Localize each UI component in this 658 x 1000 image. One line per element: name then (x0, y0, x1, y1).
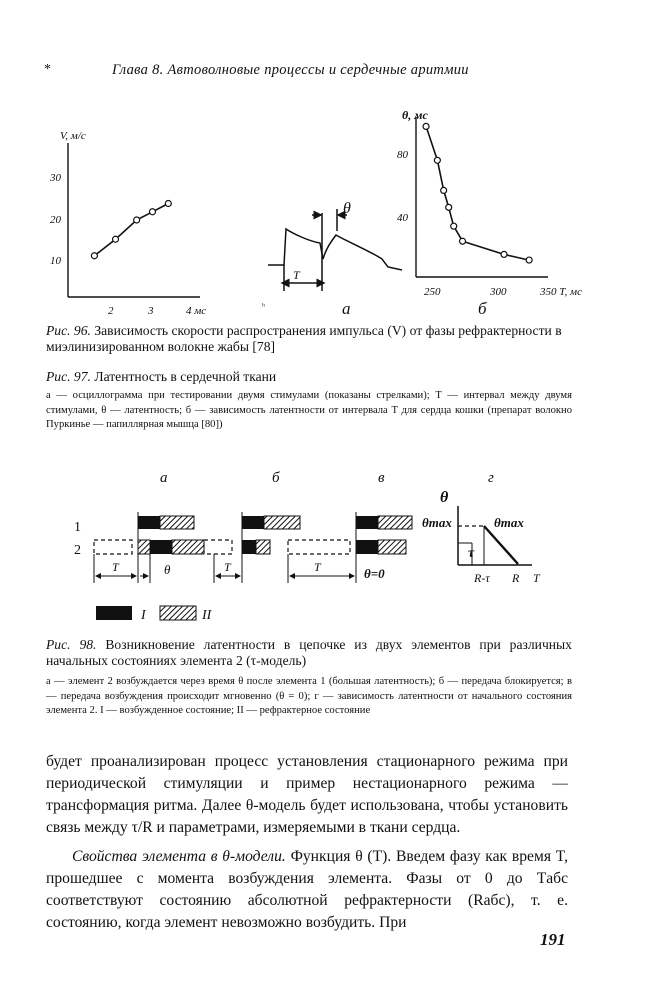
fig98-col-a: а (160, 470, 168, 486)
page-number: 191 (540, 930, 566, 949)
fig98-row-2: 2 (74, 543, 81, 558)
fig97b-ytick-80: 80 (397, 149, 408, 161)
fig96-point-3 (149, 209, 155, 215)
fig97b-xtick-250: 250 (424, 286, 441, 298)
fig98-a-theta: θ (164, 562, 171, 577)
fig97a-oscillogram (268, 209, 402, 291)
fig98-panel-a (94, 512, 204, 583)
fig98-legend (96, 606, 213, 623)
fig97b-point-7 (526, 257, 532, 263)
fig98-g-t: T (533, 571, 540, 585)
fig97-panel-b: б (478, 299, 487, 318)
fig98-caption (46, 637, 572, 669)
fig98-panel-g (422, 489, 541, 585)
figure-98 (0, 460, 658, 635)
fig97b-point-6 (501, 251, 507, 257)
fig98-g-tau: τ (468, 546, 475, 561)
fig96-xlabel: 4 мс (186, 305, 207, 317)
legend-refractory-swatch (160, 606, 196, 620)
fig96-point-1 (113, 236, 119, 242)
fig96-ytick-20: 20 (50, 214, 61, 226)
fig96-caption-num: Рис. 96. (46, 323, 91, 338)
legend-excited-swatch (96, 606, 132, 620)
fig96-series-line (94, 204, 168, 256)
fig97-caption-text: Латентность в сердечной ткани (94, 369, 277, 384)
fig98-caption-text: Возникновение латентности в цепочке из двух элементов при различных начальных состояниях элемента 2 (τ-модель) (46, 637, 572, 668)
fig97a-stray-mark: ʰ (262, 301, 265, 311)
legend-II-label: II (202, 608, 212, 623)
fig96-point-0 (91, 253, 97, 259)
fig96-xtick-2: 2 (108, 305, 114, 317)
fig96-point-4 (165, 201, 171, 207)
fig97-caption-num: Рис. 97. (46, 369, 91, 384)
fig96-ytick-10: 10 (50, 255, 61, 267)
fig97b-point-3 (446, 204, 452, 210)
fig97b-ylabel: θ, мс (402, 108, 428, 122)
fig98-panel-b (204, 512, 300, 583)
fig98-row-1: 1 (74, 520, 81, 535)
fig98-v-T: T (314, 560, 321, 574)
fig98-note: а — элемент 2 возбуждается через время θ после элемента 1 (большая латентность); б — передача блокируется; в — передача возбуждения происходит мгновенно (θ = 0); г — зависимость латентности от начального состояния элемента 2. I — возбужденное состояние; II — рефрактерное состояние (46, 676, 572, 716)
fig97b-xlabel: 350 T, мс (540, 286, 582, 298)
fig96-ylabel: V, м/с (60, 130, 86, 142)
fig97b-point-0 (423, 123, 429, 129)
body-paragraph-1: будет проанализирован процесс установления стационарного режима при периодической стимуляции и пример нестационарного режима — трансформация ритма. Далее θ-модель будет использована, чтобы установить связь между τ/R и параметрами, измеряемыми в ткани сердца. (46, 753, 568, 836)
fig96-chart (49, 130, 206, 317)
fig98-col-b: б (272, 470, 280, 486)
fig98-b-T: T (224, 560, 231, 574)
fig97b-ytick-40: 40 (397, 212, 408, 224)
fig98-g-theta-axis: θ (440, 489, 449, 506)
fig98-panel-v (288, 512, 412, 583)
fig97b-point-5 (460, 238, 466, 244)
fig98-v-theta0: θ=0 (364, 566, 385, 581)
legend-I-label: I (141, 608, 146, 623)
fig98-g-r-tau: R-τ (474, 571, 490, 585)
fig98-g-thetamax-right: θmax (494, 515, 524, 530)
fig97-caption (46, 369, 574, 385)
fig98-col-g: г (488, 470, 494, 486)
header-marker: * (44, 62, 51, 77)
running-title: Глава 8. Автоволновые процессы и сердечные аритмии (112, 62, 469, 78)
fig98-a-T: T (112, 560, 119, 574)
fig96-caption-text: Зависимость скорости распространения импульса (V) от фазы рефрактерности в миэлинизированном волокне жабы [78] (46, 323, 562, 354)
fig96-ytick-30: 30 (50, 172, 61, 184)
fig98-caption-num: Рис. 98. (46, 637, 97, 652)
fig97b-xtick-300: 300 (490, 286, 507, 298)
fig97a-theta: θ (343, 200, 351, 217)
fig96-point-2 (134, 217, 140, 223)
fig97b-chart (397, 108, 582, 298)
fig97-note: а — осциллограмма при тестировании двумя стимулами (показаны стрелками); T — интервал между двумя стимулами, θ — латентность; б — зависимость латентности от интервала T для сердца кошки (препарат волокно Пуркинье — папиллярная мышца [80]) (46, 390, 572, 430)
fig97b-point-2 (441, 187, 447, 193)
fig96-xtick-3: 3 (148, 305, 154, 317)
body-para2-rest: Введем фазу как время T, прошедшее с момента возбуждения элемента. Фазы от 0 до Tабс соответствуют состоянию абсолютной рефрактерности (Rабс), т. е. состоянию, когда элемент невозможно возбудить. При (46, 848, 569, 931)
fig98-g-r: R (512, 571, 520, 585)
body-paragraph-2 (46, 846, 568, 934)
fig97a-T: T (293, 268, 300, 282)
body-para2-italic: Свойства элемента в θ-модели. (72, 848, 286, 865)
fig96-caption (46, 323, 574, 355)
fig97-panel-a: а (342, 299, 351, 318)
figure-96-97 (0, 95, 658, 320)
body-para2-func: Функция θ (T). (290, 848, 392, 865)
fig98-col-v: в (378, 470, 385, 486)
fig97b-point-1 (434, 157, 440, 163)
fig97b-point-4 (451, 223, 457, 229)
fig98-g-thetamax-left: θmax (422, 515, 452, 530)
